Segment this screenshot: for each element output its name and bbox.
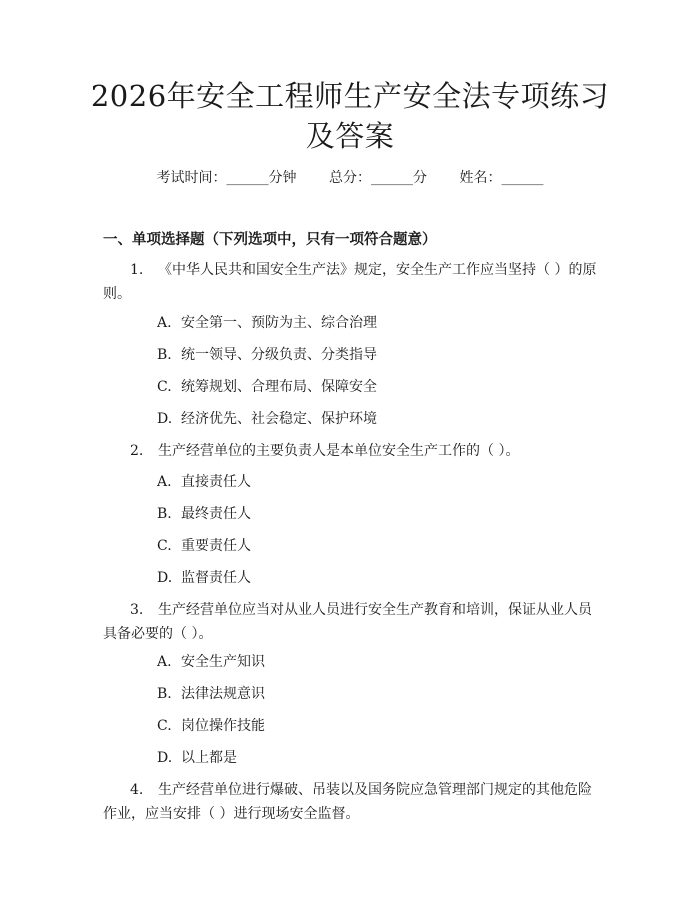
question-number: 3. [130, 602, 144, 618]
option-text: 直接责任人 [181, 474, 251, 490]
option-text: 统一领导、分级负责、分类指导 [181, 347, 377, 363]
option-letter: B. [157, 506, 172, 522]
option-text: 最终责任人 [181, 506, 251, 522]
question-text: 生产经营单位进行爆破、吊装以及国务院应急管理部门规定的其他危险作业，应当安排（ ）进行现场安全监督。 [103, 782, 592, 822]
option-letter: D. [157, 411, 173, 427]
option-1c [157, 377, 377, 397]
option-2a [157, 472, 251, 492]
document-title: 2026年安全工程师生产安全法专项练习及答案 [90, 79, 610, 153]
exam-meta [0, 168, 700, 188]
section-title: 一、单项选择题（下列选项中，只有一项符合题意） [103, 231, 437, 248]
question-text: 生产经营单位的主要负责人是本单位安全生产工作的（ ）。 [158, 443, 520, 459]
option-1d [157, 409, 377, 429]
name-label: 姓名：______ [459, 170, 544, 186]
option-text: 以上都是 [181, 750, 237, 766]
option-text: 监督责任人 [181, 570, 251, 586]
option-text: 统筹规划、合理布局、保障安全 [181, 379, 377, 395]
option-letter: D. [157, 750, 173, 766]
question-1 [103, 258, 598, 306]
option-3a [157, 652, 265, 672]
option-letter: C. [157, 718, 172, 734]
option-letter: A. [157, 654, 172, 670]
option-3c [157, 716, 265, 736]
option-letter: A. [157, 474, 172, 490]
option-3b [157, 684, 265, 704]
question-2 [103, 439, 598, 463]
question-number: 1. [130, 262, 144, 278]
option-text: 经济优先、社会稳定、保护环境 [181, 411, 377, 427]
option-text: 法律法规意识 [181, 686, 265, 702]
option-1b [157, 345, 377, 365]
question-text: 生产经营单位应当对从业人员进行安全生产教育和培训，保证从业人员具备必要的（ ）。 [103, 602, 592, 642]
option-text: 安全第一、预防为主、综合治理 [181, 315, 377, 331]
option-letter: A. [157, 315, 172, 331]
option-3d [157, 748, 237, 768]
option-2b [157, 504, 251, 524]
total-score-label: 总分：______分 [329, 170, 427, 186]
option-text: 重要责任人 [181, 538, 251, 554]
question-3 [103, 598, 598, 646]
option-letter: C. [157, 538, 172, 554]
option-text: 安全生产知识 [181, 654, 265, 670]
option-letter: C. [157, 379, 172, 395]
option-1a [157, 313, 377, 333]
option-text: 岗位操作技能 [181, 718, 265, 734]
option-2c [157, 536, 251, 556]
question-number: 2. [130, 443, 144, 459]
exam-time-label: 考试时间：______分钟 [156, 170, 297, 186]
question-4 [103, 778, 598, 826]
option-letter: B. [157, 686, 172, 702]
question-number: 4. [130, 782, 144, 798]
option-letter: B. [157, 347, 172, 363]
question-text: 《中华人民共和国安全生产法》规定，安全生产工作应当坚持（ ）的原则。 [103, 262, 597, 302]
option-2d [157, 568, 251, 588]
option-letter: D. [157, 570, 173, 586]
